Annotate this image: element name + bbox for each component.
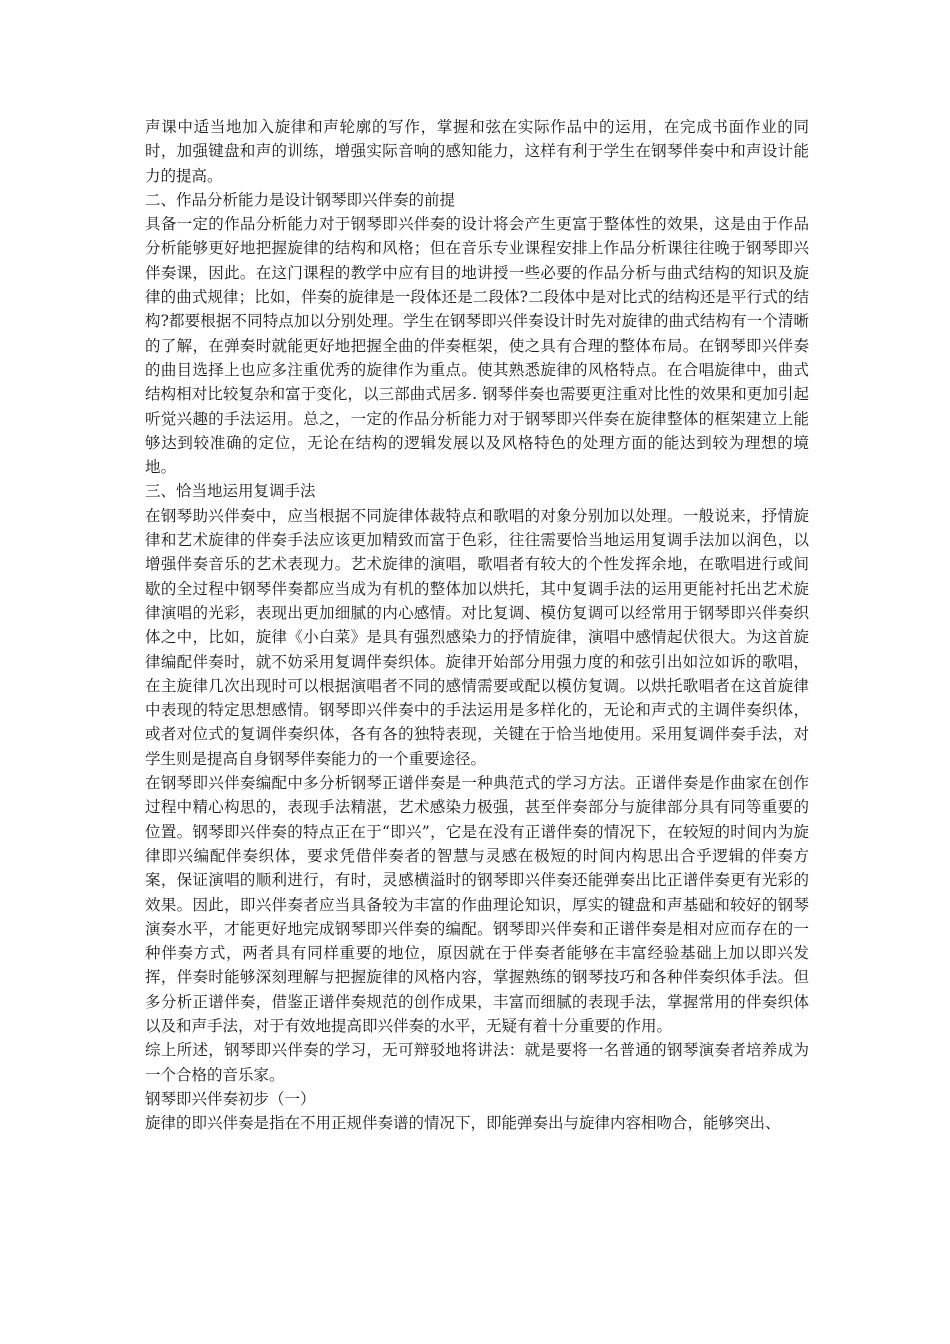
body-paragraph: 综上所述，钢琴即兴伴奏的学习，无可辩驳地将讲法：就是要将一名普通的钢琴演奏者培养成为一个合格的音乐家。 <box>145 1041 809 1084</box>
body-paragraph: 具备一定的作品分析能力对于钢琴即兴伴奏的设计将会产生更富于整体性的效果，这是由于作品分析能够更好地把握旋律的结构和风格；但在音乐专业课程安排上作品分析课往往晚于钢琴即兴伴奏课，因此。在这门课程的教学中应有目的地讲授一些必要的作品分析与曲式结构的知识及旋律的曲式规律；比如，伴奏的旋律是一段体还是二段体?二段体中是对比式的结构还是平行式的结构?都要根据不同特点加以分别处理。学生在钢琴即兴伴奏设计时先对旋律的曲式结构有一个清晰的了解，在弹奏时就能更好地把握全曲的伴奏框架，使之具有合理的整体布局。在钢琴即兴伴奏的曲目选择上也应多注重优秀的旋律作为重点。使其熟悉旋律的风格特点。在合唱旋律中，曲式结构相对比较复杂和富于变化，以三部曲式居多. 钢琴伴奏也需要更注重对比性的效果和更加引起听觉兴趣的手法运用。总之，一定的作品分析能力对于钢琴即兴伴奏在旋律整体的框架建立上能够达到较准确的定位，无论在结构的逻辑发展以及风格特色的处理方面的能达到较为理想的境地。 <box>145 215 809 477</box>
body-paragraph: 在钢琴助兴伴奏中，应当根据不同旋律体裁特点和歌唱的对象分别加以处理。一般说来，抒情旋律和艺术旋律的伴奏手法应该更加精致而富于色彩，往往需要恰当地运用复调手法加以润色，以增强伴奏音乐的艺术表现力。艺术旋律的演唱，歌唱者有较大的个性发挥余地，在歌唱进行或间歇的全过程中钢琴伴奏都应当成为有机的整体加以烘托，其中复调手法的运用更能衬托出艺术旋律演唱的光彩，表现出更加细腻的内心感情。对比复调、模仿复调可以经常用于钢琴即兴伴奏织体之中，比如，旋律《小白菜》是具有强烈感染力的抒情旋律，演唱中感情起伏很大。为这首旋律编配伴奏时，就不妨采用复调伴奏织体。旋律开始部分用强力度的和弦引出如泣如诉的歌唱，在主旋律几次出现时可以根据演唱者不同的感情需要或配以模仿复调。以烘托歌唱者在这首旋律中表现的特定思想感情。钢琴即兴伴奏中的手法运用是多样化的，无论和声式的主调伴奏织体，或者对位式的复调伴奏织体，各有各的独特表现，关键在于恰当地使用。采用复调伴奏手法，对学生则是提高自身钢琴伴奏能力的一个重要途径。 <box>145 506 809 768</box>
section-heading: 二、作品分析能力是设计钢琴即兴伴奏的前提 <box>145 190 456 209</box>
body-paragraph: 旋律的即兴伴奏是指在不用正规伴奏谱的情况下，即能弹奏出与旋律内容相吻合，能够突出、 <box>145 1114 781 1133</box>
body-paragraph: 声课中适当地加入旋律和声轮廓的写作，掌握和弦在实际作品中的运用，在完成书面作业的同时，加强键盘和声的训练，增强实际音响的感知能力，这样有利于学生在钢琴伴奏中和声设计能力的提高。 <box>145 118 809 185</box>
section-heading: 钢琴即兴伴奏初步（一） <box>145 1089 316 1108</box>
body-paragraph: 在钢琴即兴伴奏编配中多分析钢琴正谱伴奏是一种典范式的学习方法。正谱伴奏是作曲家在创作过程中精心构思的，表现手法精湛，艺术感染力极强，甚至伴奏部分与旋律部分具有同等重要的位置。钢琴即兴伴奏的特点正在于“即兴”，它是在没有正谱伴奏的情况下，在较短的时间内为旋律即兴编配伴奏织体，要求凭借伴奏者的智慧与灵感在极短的时间内构思出合乎逻辑的伴奏方案，保证演唱的顺利进行，有时，灵感横溢时的钢琴即兴伴奏还能弹奏出比正谱伴奏更有光彩的效果。因此，即兴伴奏者应当具备较为丰富的作曲理论知识，厚实的键盘和声基础和较好的钢琴演奏水平，才能更好地完成钢琴即兴伴奏的编配。钢琴即兴伴奏和正谱伴奏是相对应而存在的一种伴奏方式，两者具有同样重要的地位，原因就在于伴奏者能够在丰富经验基础上加以即兴发挥，伴奏时能够深刻理解与把握旋律的风格内容，掌握熟练的钢琴技巧和各种伴奏织体手法。但多分析正谱伴奏，借鉴正谱伴奏规范的创作成果，丰富而细腻的表现手法，掌握常用的伴奏织体以及和声手法，对于有效地提高即兴伴奏的水平，无疑有着十分重要的作用。 <box>145 774 809 1035</box>
section-heading: 三、恰当地运用复调手法 <box>145 482 316 501</box>
document-body <box>145 115 809 1135</box>
